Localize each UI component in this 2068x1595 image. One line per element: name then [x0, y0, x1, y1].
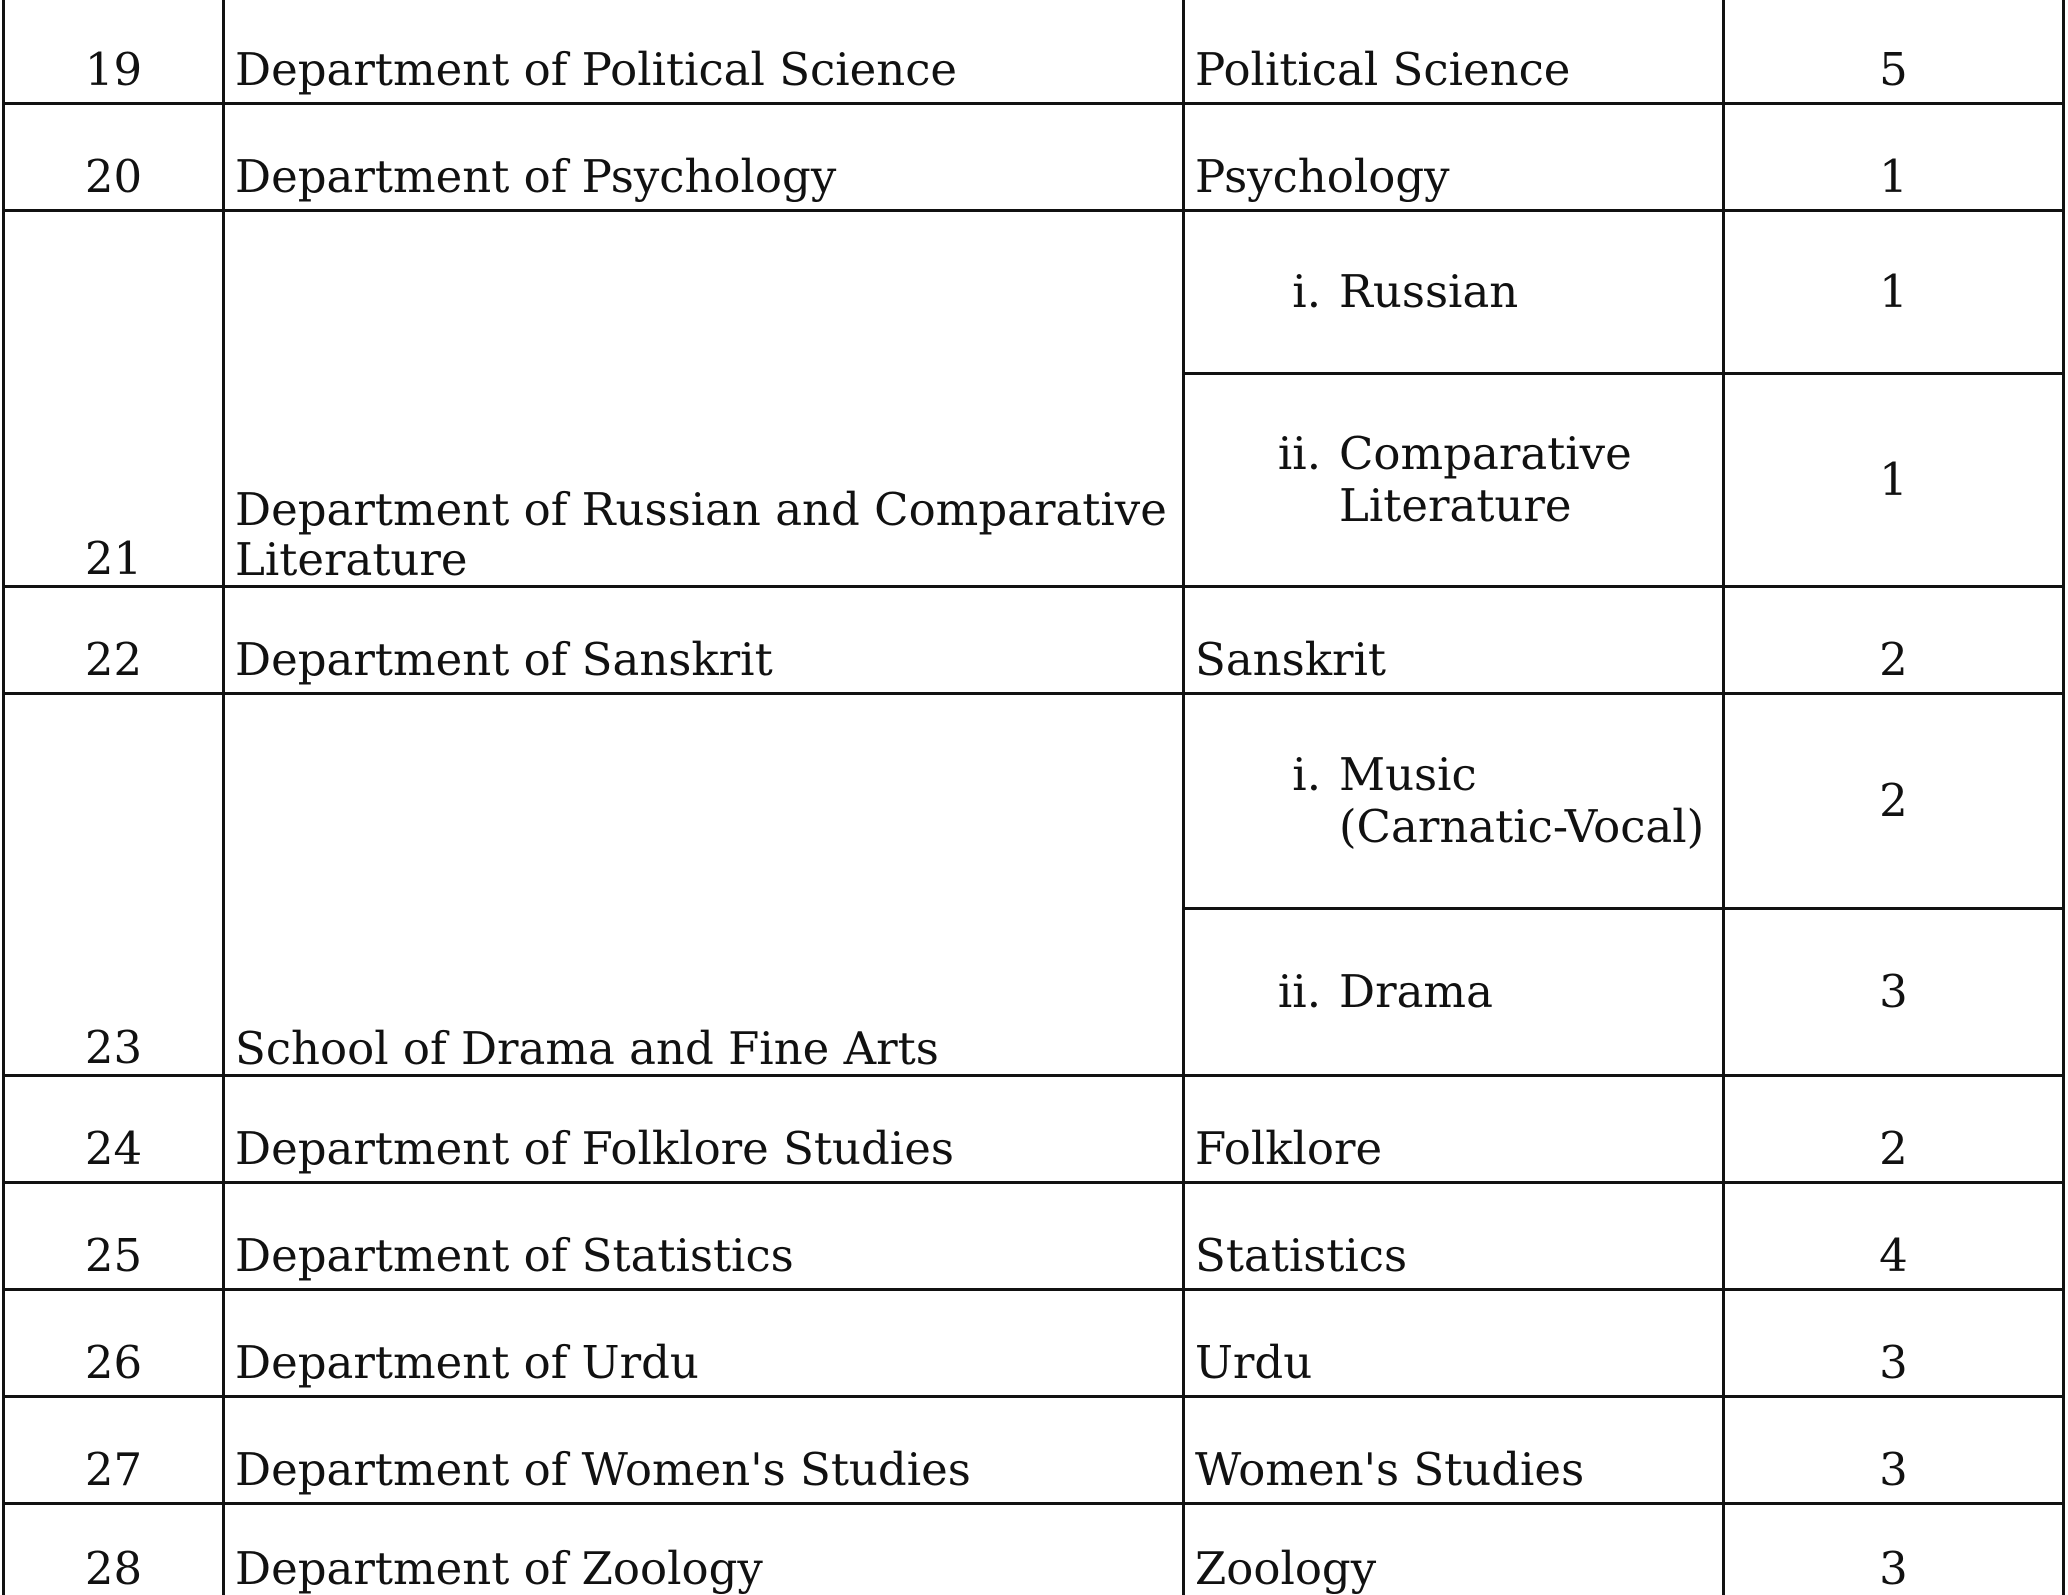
serial-number-cell: 26 [4, 1290, 224, 1397]
table-row [4, 1076, 2064, 1183]
subject-cell [1184, 211, 1724, 374]
department-cell: Department of Statistics [224, 1183, 1184, 1290]
serial-number-cell: 27 [4, 1397, 224, 1504]
seats-cell: 3 [1724, 1290, 2064, 1397]
department-cell: Department of Folklore Studies [224, 1076, 1184, 1183]
subject-cell [1184, 694, 1724, 909]
table-row [4, 1183, 2064, 1290]
list-marker: i. [1265, 266, 1339, 318]
table-row [4, 1397, 2064, 1504]
department-cell: School of Drama and Fine Arts [224, 694, 1184, 1076]
seats-cell: 3 [1724, 909, 2064, 1076]
department-cell: Department of Russian and Comparative Literature [224, 211, 1184, 587]
subject-list-item [1265, 749, 1712, 853]
seats-cell: 5 [1724, 0, 2064, 104]
table-row [4, 1290, 2064, 1397]
department-cell: Department of Urdu [224, 1290, 1184, 1397]
serial-number-cell: 23 [4, 694, 224, 1076]
subject-list-item [1265, 966, 1712, 1018]
table-row [4, 211, 2064, 374]
subject-cell: Urdu [1184, 1290, 1724, 1397]
seats-cell: 3 [1724, 1504, 2064, 1595]
list-marker: ii. [1265, 428, 1339, 480]
subject-cell: Political Science [1184, 0, 1724, 104]
subject-cell: Statistics [1184, 1183, 1724, 1290]
seats-cell: 1 [1724, 374, 2064, 587]
seats-cell: 4 [1724, 1183, 2064, 1290]
subject-cell: Psychology [1184, 104, 1724, 211]
seats-cell: 2 [1724, 587, 2064, 694]
serial-number-cell: 22 [4, 587, 224, 694]
subject-list-item [1265, 428, 1712, 532]
subject-cell: Folklore [1184, 1076, 1724, 1183]
seats-cell: 1 [1724, 104, 2064, 211]
department-cell: Department of Sanskrit [224, 587, 1184, 694]
subject-cell [1184, 374, 1724, 587]
department-cell: Department of Political Science [224, 0, 1184, 104]
subject-label: Comparative Literature [1339, 428, 1712, 532]
subject-label: Russian [1339, 266, 1518, 318]
serial-number-cell: 19 [4, 0, 224, 104]
list-marker: ii. [1265, 966, 1339, 1018]
subject-label: Music (Carnatic-Vocal) [1339, 749, 1712, 853]
table-row [4, 587, 2064, 694]
subject-cell: Sanskrit [1184, 587, 1724, 694]
serial-number-cell: 28 [4, 1504, 224, 1595]
department-cell: Department of Women's Studies [224, 1397, 1184, 1504]
department-seats-table [2, 0, 2065, 1595]
table-row [4, 104, 2064, 211]
subject-list-item [1265, 266, 1712, 318]
table-row [4, 694, 2064, 909]
serial-number-cell: 25 [4, 1183, 224, 1290]
table-row [4, 1504, 2064, 1595]
seats-cell: 2 [1724, 694, 2064, 909]
subject-cell [1184, 909, 1724, 1076]
table-row [4, 0, 2064, 104]
seats-cell: 3 [1724, 1397, 2064, 1504]
serial-number-cell: 20 [4, 104, 224, 211]
subject-cell: Women's Studies [1184, 1397, 1724, 1504]
subject-label: Drama [1339, 966, 1493, 1018]
serial-number-cell: 21 [4, 211, 224, 587]
seats-cell: 2 [1724, 1076, 2064, 1183]
list-marker: i. [1265, 749, 1339, 801]
seats-cell: 1 [1724, 211, 2064, 374]
department-cell: Department of Psychology [224, 104, 1184, 211]
serial-number-cell: 24 [4, 1076, 224, 1183]
department-cell: Department of Zoology [224, 1504, 1184, 1595]
subject-cell: Zoology [1184, 1504, 1724, 1595]
